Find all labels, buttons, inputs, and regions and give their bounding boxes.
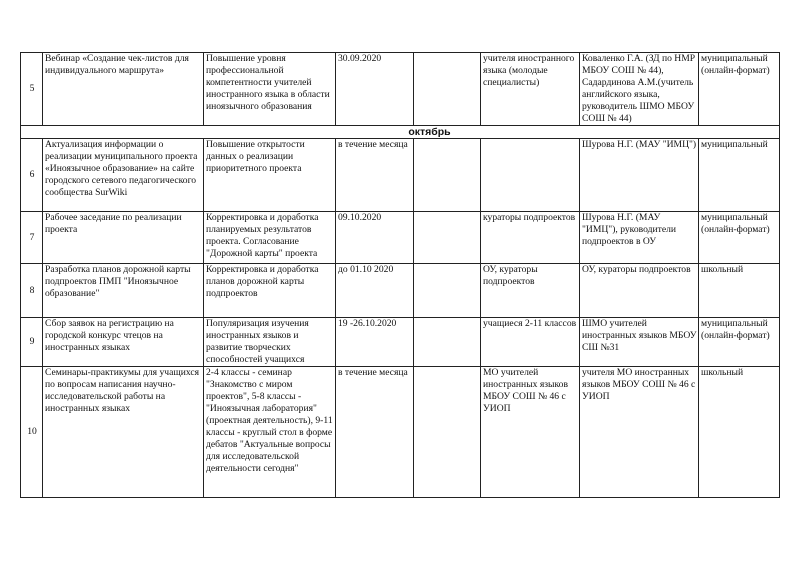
cell-level: муниципальный (онлайн-формат) [699,212,780,264]
cell-date: 19 -26.10.2020 [336,318,414,367]
cell-participants: кураторы подпроектов [481,212,580,264]
cell-event: Разработка планов дорожной карты подпроектов ПМП "Иноязычное образование" [43,264,204,318]
cell-responsible: ШМО учителей иностранных языков МБОУ СШ №31 [580,318,699,367]
cell-extra [414,264,481,318]
cell-extra [414,318,481,367]
cell-num: 5 [21,53,43,126]
cell-event: Сбор заявок на регистрацию на городской конкурс чтецов на иностранных языках [43,318,204,367]
cell-participants: учителя иностранного языка (молодые специалисты) [481,53,580,126]
cell-level: муниципальный (онлайн-формат) [699,318,780,367]
cell-responsible: учителя МО иностранных языков МБОУ СОШ № 46 с УИОП [580,367,699,498]
table-row [21,264,780,318]
cell-date: 09.10.2020 [336,212,414,264]
cell-level: муниципальный (онлайн-формат) [699,53,780,126]
cell-participants [481,139,580,212]
cell-responsible: ОУ, кураторы подпроектов [580,264,699,318]
table-row [21,53,780,126]
cell-num: 7 [21,212,43,264]
cell-participants: ОУ, кураторы подпроектов [481,264,580,318]
cell-num: 6 [21,139,43,212]
cell-num: 10 [21,367,43,498]
cell-num: 9 [21,318,43,367]
table-row [21,212,780,264]
cell-event: Рабочее заседание по реализации проекта [43,212,204,264]
cell-goal: Популяризация изучения иностранных языков и развитие творческих способностей учащихся [204,318,336,367]
cell-date: 30.09.2020 [336,53,414,126]
cell-participants: учащиеся 2-11 классов [481,318,580,367]
table-row [21,367,780,498]
cell-level: школьный [699,264,780,318]
cell-extra [414,212,481,264]
cell-goal: Повышение открытости данных о реализации приоритетного проекта [204,139,336,212]
cell-num: 8 [21,264,43,318]
cell-level: муниципальный [699,139,780,212]
cell-event: Семинары-практикумы для учащихся по вопросам написания научно-исследовательской работы на иностранных языках [43,367,204,498]
cell-event: Актуализация информации о реализации муниципального проекта «Иноязычное образование» на сайте городского сетевого педагогического сообщества SurWiki [43,139,204,212]
cell-responsible: Шурова Н.Г. (МАУ "ИМЦ") [580,139,699,212]
plan-table [20,52,780,498]
cell-level: школьный [699,367,780,498]
cell-participants: МО учителей иностранных языков МБОУ СОШ № 46 с УИОП [481,367,580,498]
month-row [21,126,780,139]
cell-extra [414,367,481,498]
cell-responsible: Шурова Н.Г. (МАУ "ИМЦ"), руководители подпроектов в ОУ [580,212,699,264]
cell-date: в течение месяца [336,139,414,212]
cell-responsible: Коваленко Г.А. (ЗД по НМР МБОУ СОШ № 44), Садардинова А.М.(учитель английского языка, руководитель ШМО МБОУ СОШ № 44) [580,53,699,126]
cell-extra [414,53,481,126]
cell-goal: Корректировка и доработка планов дорожной карты подпроектов [204,264,336,318]
cell-goal: Повышение уровня профессиональной компетентности учителей иностранного языка в области иноязычного образования [204,53,336,126]
cell-date: в течение месяца [336,367,414,498]
cell-goal: 2-4 классы - семинар "Знакомство с миром проектов", 5-8 классы - "Иноязычная лаборатория" (проектная деятельность), 9-11 классы - круглый стол в форме дебатов "Актуальные вопросы для исследовательской деятельности сегодня" [204,367,336,498]
table-row [21,318,780,367]
month-header: октябрь [21,126,780,139]
cell-goal: Корректировка и доработка планируемых результатов проекта. Согласование "Дорожной карты" проекта [204,212,336,264]
cell-event: Вебинар «Создание чек-листов для индивидуального маршрута» [43,53,204,126]
table-row [21,139,780,212]
cell-date: до 01.10 2020 [336,264,414,318]
cell-extra [414,139,481,212]
